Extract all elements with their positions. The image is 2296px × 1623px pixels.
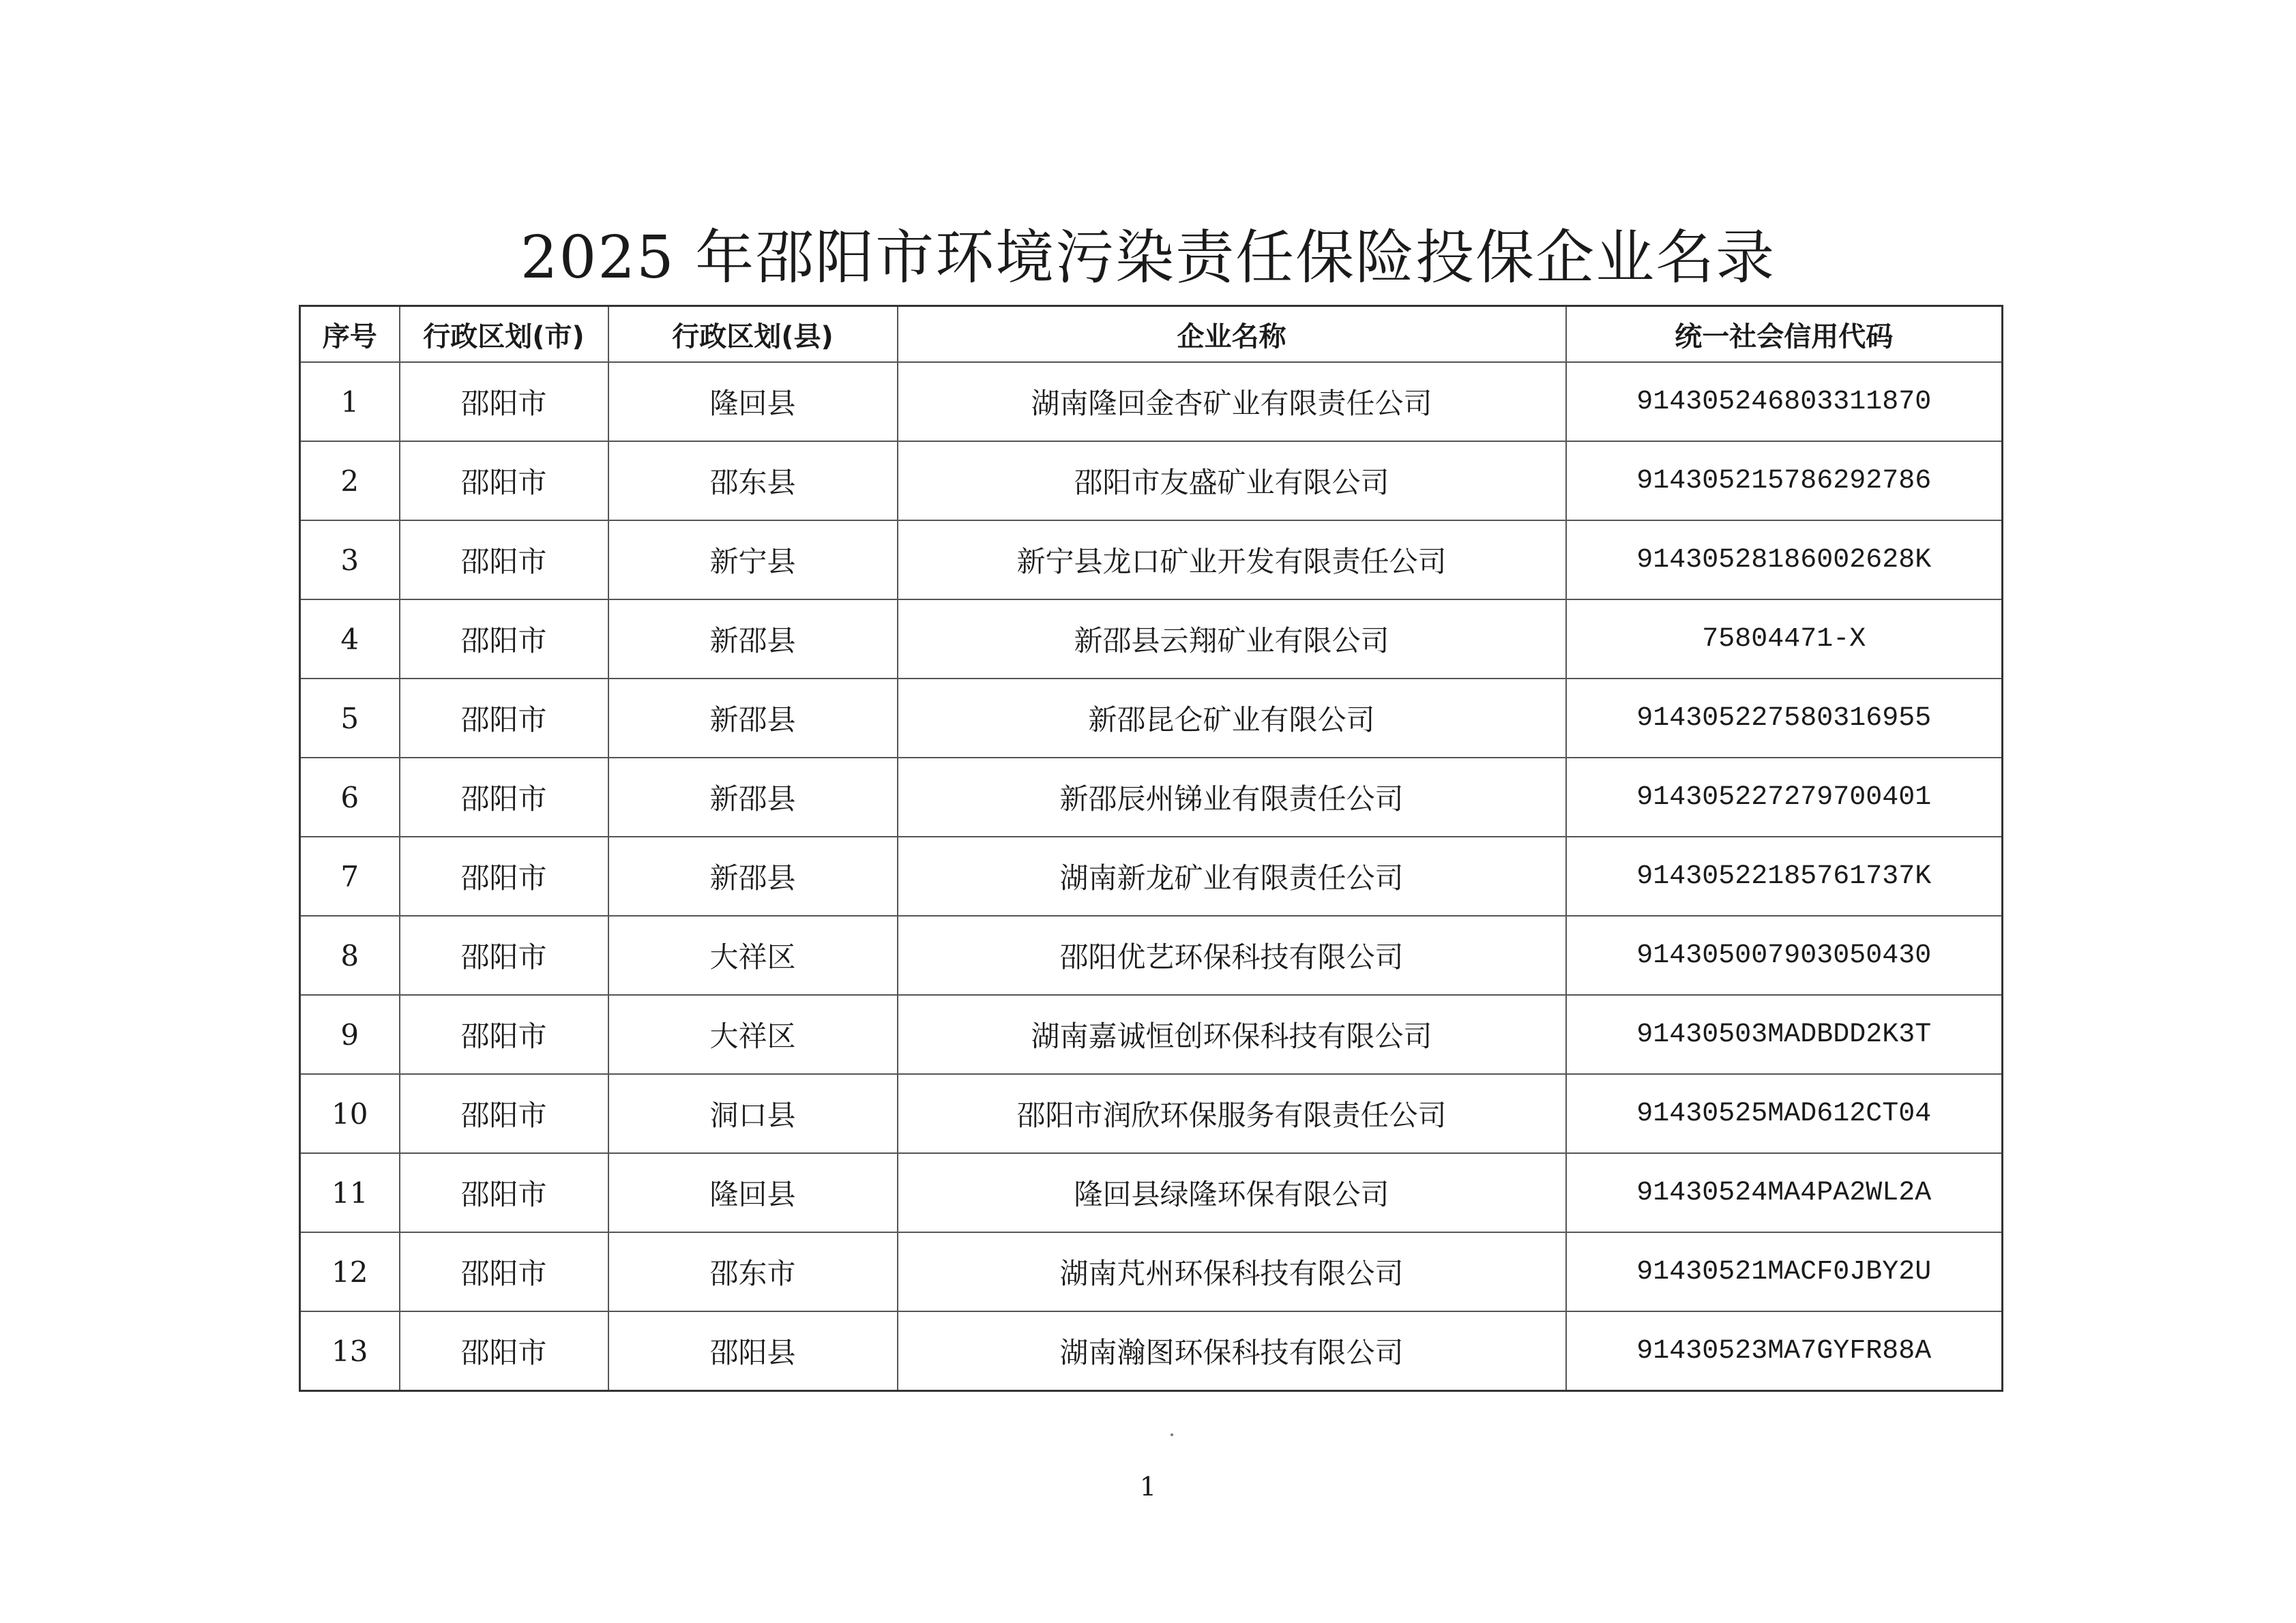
cell-city: 邵阳市	[400, 599, 608, 679]
header-company: 企业名称	[898, 306, 1566, 363]
cell-credit-code: 914305227279700401	[1566, 758, 2003, 837]
page-title: 2025 年邵阳市环境污染责任保险投保企业名录	[520, 224, 1776, 292]
cell-seq: 3	[300, 520, 400, 599]
cell-seq: 10	[300, 1074, 400, 1153]
cell-company: 湖南嘉诚恒创环保科技有限公司	[898, 995, 1566, 1074]
table-row	[300, 1311, 2003, 1391]
table-row	[300, 758, 2003, 837]
header-seq: 序号	[300, 306, 400, 363]
cell-county: 隆回县	[608, 362, 898, 441]
cell-county: 新宁县	[608, 520, 898, 599]
cell-seq: 2	[300, 441, 400, 520]
cell-city: 邵阳市	[400, 441, 608, 520]
table-row	[300, 362, 2003, 441]
cell-company: 隆回县绿隆环保有限公司	[898, 1153, 1566, 1232]
cell-credit-code: 91430522185761737K	[1566, 837, 2003, 916]
cell-county: 邵东县	[608, 441, 898, 520]
table-row	[300, 916, 2003, 995]
cell-seq: 13	[300, 1311, 400, 1391]
cell-city: 邵阳市	[400, 520, 608, 599]
cell-company: 邵阳优艺环保科技有限公司	[898, 916, 1566, 995]
cell-county: 邵阳县	[608, 1311, 898, 1391]
cell-credit-code: 914305246803311870	[1566, 362, 2003, 441]
cell-credit-code: 75804471-X	[1566, 599, 2003, 679]
cell-city: 邵阳市	[400, 758, 608, 837]
cell-credit-code: 914305215786292786	[1566, 441, 2003, 520]
cell-company: 新邵昆仑矿业有限公司	[898, 679, 1566, 758]
cell-city: 邵阳市	[400, 1311, 608, 1391]
cell-company: 邵阳市润欣环保服务有限责任公司	[898, 1074, 1566, 1153]
cell-company: 湖南隆回金杏矿业有限责任公司	[898, 362, 1566, 441]
cell-credit-code: 91430524MA4PA2WL2A	[1566, 1153, 2003, 1232]
header-county: 行政区划(县)	[608, 306, 898, 363]
cell-county: 大祥区	[608, 995, 898, 1074]
cell-company: 湖南瀚图环保科技有限公司	[898, 1311, 1566, 1391]
cell-company: 邵阳市友盛矿业有限公司	[898, 441, 1566, 520]
cell-seq: 9	[300, 995, 400, 1074]
table-row	[300, 995, 2003, 1074]
cell-seq: 12	[300, 1232, 400, 1311]
cell-credit-code: 91430523MA7GYFR88A	[1566, 1311, 2003, 1391]
cell-county: 隆回县	[608, 1153, 898, 1232]
table-row	[300, 1153, 2003, 1232]
page-number: 1	[1139, 1472, 1157, 1502]
table-row	[300, 837, 2003, 916]
cell-county: 大祥区	[608, 916, 898, 995]
cell-city: 邵阳市	[400, 1232, 608, 1311]
cell-city: 邵阳市	[400, 837, 608, 916]
table-row	[300, 599, 2003, 679]
cell-company: 新宁县龙口矿业开发有限责任公司	[898, 520, 1566, 599]
cell-seq: 8	[300, 916, 400, 995]
table-row	[300, 441, 2003, 520]
cell-city: 邵阳市	[400, 679, 608, 758]
cell-seq: 7	[300, 837, 400, 916]
cell-seq: 5	[300, 679, 400, 758]
cell-city: 邵阳市	[400, 1153, 608, 1232]
cell-seq: 4	[300, 599, 400, 679]
cell-seq: 6	[300, 758, 400, 837]
cell-city: 邵阳市	[400, 995, 608, 1074]
table-row	[300, 520, 2003, 599]
scan-speck	[1171, 1433, 1173, 1436]
cell-county: 新邵县	[608, 679, 898, 758]
cell-city: 邵阳市	[400, 916, 608, 995]
cell-county: 洞口县	[608, 1074, 898, 1153]
cell-credit-code: 91430521MACF0JBY2U	[1566, 1232, 2003, 1311]
table-row	[300, 1232, 2003, 1311]
table-row	[300, 679, 2003, 758]
cell-company: 新邵辰州锑业有限责任公司	[898, 758, 1566, 837]
cell-company: 湖南新龙矿业有限责任公司	[898, 837, 1566, 916]
table-header-row	[300, 306, 2003, 363]
cell-credit-code: 914305007903050430	[1566, 916, 2003, 995]
cell-credit-code: 91430525MAD612CT04	[1566, 1074, 2003, 1153]
cell-credit-code: 91430503MADBDD2K3T	[1566, 995, 2003, 1074]
cell-county: 新邵县	[608, 758, 898, 837]
cell-county: 邵东市	[608, 1232, 898, 1311]
header-credit-code: 统一社会信用代码	[1566, 306, 2003, 363]
table-row	[300, 1074, 2003, 1153]
cell-credit-code: 9143052818600262​8K	[1566, 520, 2003, 599]
cell-county: 新邵县	[608, 837, 898, 916]
cell-seq: 1	[300, 362, 400, 441]
header-city: 行政区划(市)	[400, 306, 608, 363]
company-roster-table	[299, 305, 2003, 1392]
cell-city: 邵阳市	[400, 1074, 608, 1153]
cell-seq: 11	[300, 1153, 400, 1232]
cell-credit-code: 914305227580316955	[1566, 679, 2003, 758]
cell-company: 湖南芃州环保科技有限公司	[898, 1232, 1566, 1311]
cell-city: 邵阳市	[400, 362, 608, 441]
cell-county: 新邵县	[608, 599, 898, 679]
cell-company: 新邵县云翔矿业有限公司	[898, 599, 1566, 679]
